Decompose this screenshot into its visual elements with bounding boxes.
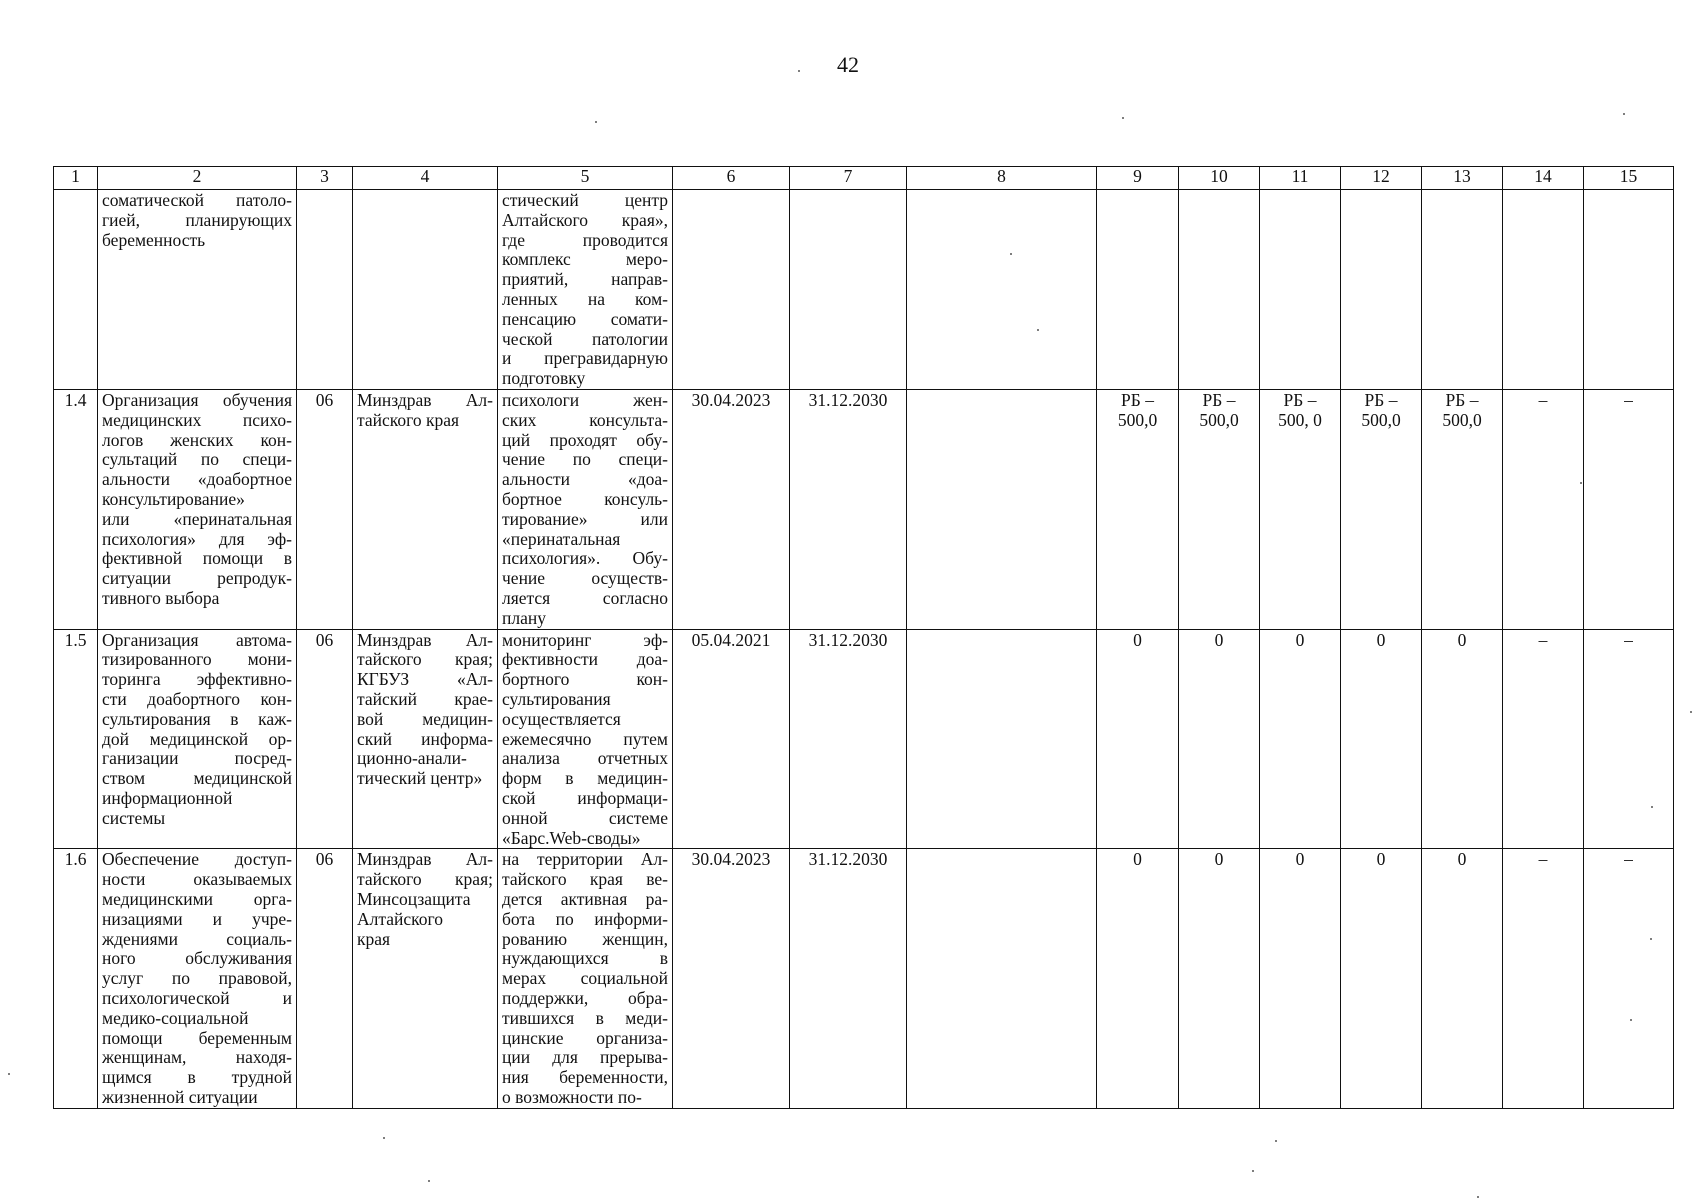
cell-line: «перинатальная [502, 528, 621, 549]
col14-cell [1503, 849, 1584, 1108]
cell-line: – [1538, 629, 1548, 650]
cell-line: РБ – 500,0 [1199, 390, 1239, 430]
cell-line: фективной помощи в [102, 548, 292, 569]
cell-line: осуществляется [502, 708, 621, 729]
result-cell [498, 629, 673, 849]
measure-name-cell [98, 629, 297, 849]
col15-cell [1584, 190, 1674, 390]
end-date-cell [790, 849, 907, 1108]
col-header: 4 [353, 167, 498, 190]
cell-line: тайского края; [357, 649, 493, 670]
cell-line: женщинам, находя- [102, 1047, 292, 1068]
funding-value-cell [1260, 629, 1341, 849]
cell-line: 0 [1133, 629, 1142, 650]
funding-value-cell [1097, 849, 1179, 1108]
cell-line: консультирование» [102, 488, 245, 509]
cell-line: тайского края ве- [502, 869, 668, 890]
cell-line: 06 [315, 849, 334, 870]
cell-line: 0 [1214, 629, 1224, 650]
cell-line: сти доабортного кон- [102, 688, 292, 709]
funding-value-cell [1341, 629, 1422, 849]
cell-line: – [1624, 629, 1633, 650]
cell-line: психология». Обу- [502, 548, 668, 569]
page-number: 42 [837, 52, 859, 77]
cell-line: беременность [102, 229, 206, 250]
cell-line: информационной [102, 787, 233, 808]
funding-value-cell [1422, 190, 1503, 390]
executor-cell [353, 629, 498, 849]
row-number [54, 390, 98, 630]
scan-speck [1477, 1196, 1479, 1198]
col15-cell [1584, 390, 1674, 630]
result-cell [498, 849, 673, 1108]
cell-line: 0 [1295, 629, 1305, 650]
cell-line: и прегравидарную [502, 348, 668, 369]
start-date-cell [673, 190, 790, 390]
cell-line: бортного кон- [502, 669, 668, 690]
col8-cell [907, 390, 1097, 630]
cell-line: тизированного мони- [102, 649, 292, 670]
col14-cell [1503, 190, 1584, 390]
col8-cell [907, 190, 1097, 390]
cell-line: медицинских психо- [102, 409, 292, 430]
cell-line: 30.04.2023 [691, 390, 771, 410]
executor-cell [353, 849, 498, 1108]
cell-line: подготовку [502, 368, 586, 389]
scan-speck [1122, 117, 1124, 119]
cell-line: дой медицинской ор- [102, 728, 292, 749]
cell-line: низациями и учре- [102, 908, 292, 929]
cell-line: 0 [1133, 849, 1142, 870]
funding-value-cell [1422, 629, 1503, 849]
start-date-cell [673, 849, 790, 1108]
table-row [54, 390, 1674, 630]
measure-name-cell [98, 390, 297, 630]
cell-line: жизненной ситуации [102, 1086, 258, 1107]
cell-line: логов женских кон- [102, 429, 292, 450]
cell-line: плану [502, 607, 546, 628]
cell-line: услуг по правовой, [102, 968, 292, 989]
executor-cell [353, 390, 498, 630]
cell-line: края [357, 928, 391, 949]
col-header: 11 [1260, 167, 1341, 190]
cell-line: ций проходят обу- [502, 429, 668, 450]
scan-speck [1275, 1140, 1277, 1142]
cell-line: щимся в трудной [102, 1067, 292, 1088]
col8-cell [907, 629, 1097, 849]
cell-line: РБ – 500, 0 [1278, 390, 1322, 430]
col-header: 9 [1097, 167, 1179, 190]
col-header: 3 [297, 167, 353, 190]
funding-value-cell [1097, 390, 1179, 630]
start-date-cell [673, 390, 790, 630]
cell-line: – [1538, 390, 1548, 410]
cell-line: 1.6 [64, 849, 87, 870]
col-header: 13 [1422, 167, 1503, 190]
table-header-row [54, 167, 1674, 190]
cell-line: 1.5 [64, 629, 87, 650]
scan-speck [383, 1137, 385, 1139]
cell-line: медико-социальной [102, 1007, 249, 1028]
cell-line: ционно-анали- [357, 748, 467, 769]
funding-value-cell [1341, 190, 1422, 390]
col-header: 10 [1179, 167, 1260, 190]
cell-line: психология» для эф- [102, 528, 292, 549]
cell-line: «Барс.Web-своды» [502, 827, 641, 848]
cell-line: ежемесячно путем [502, 728, 668, 749]
scan-speck [8, 1073, 10, 1075]
cell-line: – [1624, 390, 1633, 410]
funding-value-cell [1260, 390, 1341, 630]
funding-value-cell [1179, 390, 1260, 630]
cell-line: приятий, направ- [502, 269, 668, 290]
table-row [54, 629, 1674, 849]
row-number [54, 190, 98, 390]
cell-line: чение осуществ- [502, 568, 668, 589]
code-cell [297, 849, 353, 1108]
cell-line: ский информа- [357, 728, 493, 749]
table-row [54, 849, 1674, 1108]
cell-line: ситуации репродук- [102, 568, 292, 589]
cell-line: 06 [315, 390, 334, 410]
cell-line: РБ – 500,0 [1117, 390, 1158, 430]
cell-line: где проводится [502, 229, 668, 250]
cell-line: вой медицин- [357, 708, 493, 729]
col14-cell [1503, 390, 1584, 630]
cell-line: сультирования [502, 688, 611, 709]
cell-line: бота по информи- [502, 908, 668, 929]
cell-line: на территории Ал- [502, 849, 668, 870]
cell-line: Минздрав Ал- [357, 390, 493, 410]
cell-line: системы [102, 807, 166, 828]
cell-line: ного обслуживания [102, 948, 292, 969]
cell-line: РБ – 500,0 [1442, 390, 1482, 430]
funding-value-cell [1341, 849, 1422, 1108]
cell-line: форм в медицин- [502, 768, 668, 789]
col-header: 15 [1584, 167, 1674, 190]
cell-line: 0 [1376, 629, 1386, 650]
cell-line: торинга эффективно- [102, 669, 292, 690]
events-table [53, 166, 1674, 1109]
cell-line: Алтайского края», [502, 209, 668, 230]
cell-line: психологи жен- [502, 390, 668, 410]
end-date-cell [790, 629, 907, 849]
cell-line: 31.12.2030 [808, 390, 888, 410]
cell-line: 0 [1457, 629, 1467, 650]
cell-line: КГБУЗ «Ал- [357, 669, 493, 690]
col-header: 14 [1503, 167, 1584, 190]
cell-line: дется активная ра- [502, 888, 668, 909]
result-cell [498, 190, 673, 390]
cell-line: 05.04.2021 [691, 629, 771, 650]
cell-line: – [1624, 849, 1633, 870]
executor-cell [353, 190, 498, 390]
cell-line: Минсоцзащита [357, 888, 471, 909]
cell-line: Организация обучения [102, 390, 292, 410]
cell-line: РБ – 500,0 [1361, 390, 1401, 430]
funding-value-cell [1097, 629, 1179, 849]
table-row [54, 190, 1674, 390]
cell-line: гией, планирующих [102, 209, 292, 230]
col-header: 6 [673, 167, 790, 190]
col-header: 12 [1341, 167, 1422, 190]
cell-line: ленных на ком- [502, 288, 668, 309]
col-header: 8 [907, 167, 1097, 190]
cell-line: Алтайского [357, 908, 443, 929]
scan-speck [798, 70, 800, 72]
col-header: 5 [498, 167, 673, 190]
cell-line: Обеспечение доступ- [102, 849, 292, 870]
code-cell [297, 190, 353, 390]
col-header: 1 [54, 167, 98, 190]
cell-line: 31.12.2030 [808, 849, 888, 870]
scan-speck [1623, 113, 1625, 115]
end-date-cell [790, 190, 907, 390]
cell-line: тайского края [357, 409, 460, 430]
cell-line: бортное консуль- [502, 488, 668, 509]
scan-speck [1252, 1170, 1254, 1172]
funding-value-cell [1179, 629, 1260, 849]
cell-line: анализа отчетных [502, 748, 668, 769]
funding-value-cell [1097, 190, 1179, 390]
cell-line: соматической патоло- [102, 190, 292, 210]
cell-line: ских консульта- [502, 409, 668, 430]
cell-line: ности оказываемых [102, 869, 292, 890]
cell-line: цинские организа- [502, 1027, 668, 1048]
cell-line: пенсацию сомати- [502, 308, 668, 329]
cell-line: – [1538, 849, 1548, 870]
cell-line: тайский крае- [357, 688, 493, 709]
cell-line: тический центр» [357, 768, 483, 789]
cell-line: тайского края; [357, 869, 493, 890]
cell-line: помощи беременным [102, 1027, 292, 1048]
funding-value-cell [1260, 849, 1341, 1108]
cell-line: 1.4 [64, 390, 87, 410]
cell-line: или «перинатальная [102, 508, 292, 529]
cell-line: 06 [315, 629, 334, 650]
cell-line: Минздрав Ал- [357, 849, 493, 870]
cell-line: альности «доабортное [102, 469, 292, 490]
row-number [54, 849, 98, 1108]
cell-line: сультирования в каж- [102, 708, 292, 729]
cell-line: мониторинг эф- [502, 629, 668, 650]
measure-name-cell [98, 190, 297, 390]
col-header: 2 [98, 167, 297, 190]
cell-line: мерах социальной [502, 968, 668, 989]
cell-line: альности «доа- [502, 469, 668, 490]
cell-line: тивного выбора [102, 587, 220, 608]
code-cell [297, 629, 353, 849]
cell-line: нуждающихся в [502, 948, 668, 969]
cell-line: 0 [1214, 849, 1224, 870]
code-cell [297, 390, 353, 630]
scan-speck [595, 121, 597, 123]
col8-cell [907, 849, 1097, 1108]
cell-line: ляется согласно [502, 587, 668, 608]
cell-line: 0 [1295, 849, 1305, 870]
col-header: 7 [790, 167, 907, 190]
cell-line: чение по специ- [502, 449, 668, 470]
col14-cell [1503, 629, 1584, 849]
cell-line: ской информаци- [502, 787, 668, 808]
cell-line: фективности доа- [502, 649, 668, 670]
cell-line: сультаций по специ- [102, 449, 292, 470]
cell-line: ством медицинской [102, 768, 292, 789]
cell-line: комплекс меро- [502, 249, 668, 270]
funding-value-cell [1422, 390, 1503, 630]
col15-cell [1584, 629, 1674, 849]
cell-line: тившихся в меди- [502, 1007, 668, 1028]
cell-line: психологической и [102, 987, 292, 1008]
funding-value-cell [1341, 390, 1422, 630]
cell-line: Минздрав Ал- [357, 629, 493, 650]
scan-speck [1690, 711, 1692, 713]
cell-line: тирование» или [502, 508, 668, 529]
measure-name-cell [98, 849, 297, 1108]
cell-line: ния беременности, [502, 1067, 668, 1088]
cell-line: онной системе [502, 807, 668, 828]
start-date-cell [673, 629, 790, 849]
funding-value-cell [1179, 190, 1260, 390]
end-date-cell [790, 390, 907, 630]
cell-line: 30.04.2023 [691, 849, 771, 870]
funding-value-cell [1179, 849, 1260, 1108]
cell-line: медицинскими орга- [102, 888, 292, 909]
cell-line: ждениями социаль- [102, 928, 292, 949]
col15-cell [1584, 849, 1674, 1108]
cell-line: ческой патологии [502, 328, 668, 349]
cell-line: ганизации посред- [102, 748, 292, 769]
cell-line: 0 [1457, 849, 1467, 870]
funding-value-cell [1422, 849, 1503, 1108]
row-number [54, 629, 98, 849]
cell-line: рованию женщин, [502, 928, 668, 949]
cell-line: Организация автома- [102, 629, 292, 650]
cell-line: о возможности по- [502, 1086, 642, 1107]
result-cell [498, 390, 673, 630]
funding-value-cell [1260, 190, 1341, 390]
cell-line: стический центр [502, 190, 668, 210]
scan-speck [428, 1180, 430, 1182]
cell-line: ции для прерыва- [502, 1047, 668, 1068]
cell-line: 31.12.2030 [808, 629, 888, 650]
cell-line: поддержки, обра- [502, 987, 668, 1008]
cell-line: 0 [1376, 849, 1386, 870]
